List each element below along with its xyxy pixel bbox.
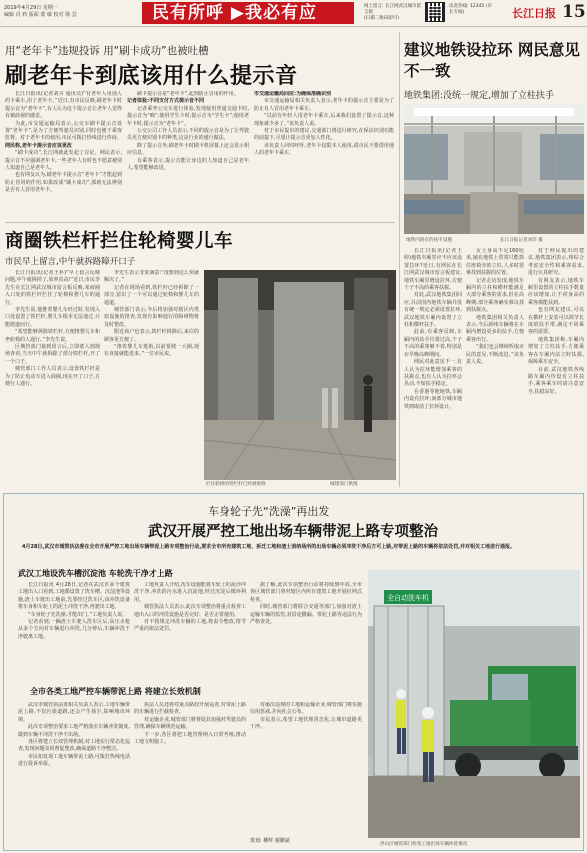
story2-column-1 <box>404 248 462 486</box>
qr-code-icon <box>425 2 445 22</box>
masthead <box>0 0 587 27</box>
section-divider <box>5 222 395 223</box>
paragraph: 各区将建立长效管理机制,对工地实行常态化巡查,发现问题及时督促整改,确保道路干净整洁。 <box>18 739 130 753</box>
paragraph: “我们也会继续听取市民的意见,不断改进。”该负责人说。 <box>466 344 524 366</box>
truck-washing-photo <box>368 570 580 838</box>
paragraph: 对此,武汉地铁集团回应,目前国内地铁车辆并没有统一规定必须设置拉环,武汉地铁车厢内设置了立柱和横杆扶手。 <box>404 292 462 329</box>
story4-subhead-2: 全市各类工地严控车辆带泥上路 将建立长效机制 <box>30 687 201 696</box>
paragraph: 对于市民提出的建议,交通部门将进行研究,在保证识别功能的前提下,尽量让提示音更加人性化。 <box>254 128 394 142</box>
paragraph: 刷卡提示音是“老年卡”,起到防止冒用的作用。 <box>137 91 239 97</box>
story2-column-3 <box>528 248 584 486</box>
paragraph: 武汉市城管执法委相关负责人表示,工地车辆带泥上路,不仅污染道路,还会产生扬尘,影响城市环境。 <box>18 702 130 723</box>
paragraph: 市民如发现工地车辆带泥上路,可拨打热线电话进行投诉举报。 <box>18 753 130 768</box>
paragraph: 李先生表示非常满意:“没想到这么快就解决了。” <box>104 270 199 284</box>
paragraph: 记者乘坐公交车进行体验,发现使用普通交通卡时,提示音为“嘀”;使用学生卡时,提示音为“学生卡”;使用老年卡时,提示音为“老年卡”。 <box>127 105 249 127</box>
date-line <box>4 5 124 19</box>
paragraph: 有乘客表示,提示音能让身边的人知道自己是老年人,希望能够改进。 <box>127 157 249 172</box>
story3-caption-1: 拦住轮椅的铁栏杆已经被拆除 <box>206 482 266 487</box>
subway-photo-graphic <box>404 104 584 234</box>
paragraph: 对于网民提出的建议,地铁集团表示,将综合考虑安全性和乘客需求,进行认真研究。 <box>528 248 584 277</box>
story4-column-c <box>250 582 362 678</box>
paragraph: 附近商户也表示,铁栏杆拆除后,来往的顾客更方便了。 <box>104 329 199 343</box>
paragraph: 长江日报讯 4月28日,记者在武汉市多个建筑工地出入口看到,工地都设置了洗车槽、沉淀池等设施,渣土车驶出工地前,先要经过洗车区,由冲洗设备将车身和车轮上的泥土冲洗干净,再驶出工地。 <box>18 582 130 611</box>
paragraph: 市民表示,希望工地管理常态化,让城市道路更干净。 <box>250 716 362 731</box>
hotline-info <box>449 4 493 16</box>
story4-column-a <box>18 582 130 678</box>
paragraph: 记者在现场看到,铁栏杆已经拆除了一部分,留出了一个可以通过轮椅和婴儿车的通道。 <box>104 284 199 306</box>
paragraph: 据了解,此次专项整治行动将持续到年底,全市各区城管部门将对辖区内所有建筑工地开展拉网式检查。 <box>250 582 362 603</box>
story3-column-1 <box>5 270 100 486</box>
paragraph: 长江日报讯(记者刘卉 通讯员)“有老年人用别人的卡乘车,用了老年卡。”近日,有市民反映,刷老年卡时提示音为“老年卡”,有人认为这个提示音让老年人觉得有被歧视的感觉。 <box>5 91 122 120</box>
paragraph: 也有网友建议,可以在横杆上安装可以调节长度的扶手带,满足不同乘客的需要。 <box>528 307 584 336</box>
story1-subtitle: 用“老年卡”违规投诉 用“刷卡成功”也被吐槽 <box>5 45 209 57</box>
story1-subhead-2: 记者体验:不同支付方式提示音不同 <box>127 98 205 105</box>
story2-title: 建议地铁设拉环 网民意见不一致 <box>404 41 580 80</box>
story4-byline: 策划: 柳辉 谢鹏斌 <box>250 838 290 844</box>
story1-title: 刷老年卡到底该用什么提示音 <box>5 64 298 89</box>
contact-line-2: (扫描二维码即可) <box>364 16 400 21</box>
paragraph: 也有网友认为,刷老年卡提示音“老年卡”才能起到防止冒用的作用,如果改成“刷卡成功”,那就无法辨别是否有人冒用老年卡。 <box>5 172 122 194</box>
paragraph: “以前有年轻人用老年卡乘车,后来我们设置了提示音,这种现象就少多了。”该负责人说。 <box>254 113 394 127</box>
paragraph: “希望能够拆除铁栏杆,方便推婴儿车和坐轮椅的人通行。”李先生说。 <box>5 329 100 343</box>
story2-caption-2: 长江日报记者刘洋 摄 <box>500 238 543 243</box>
paragraph: 下一步,各区将把工地管理纳入日常考核,推动工地文明施工。 <box>134 731 246 746</box>
section-title: 民有所呼 ▶我必有应 <box>142 2 354 24</box>
paragraph: 长江日报讯(记者王婷)地铁车厢里应不应该设置拉环?近日,有网民在长江网武汉城市留言板建议,地铁车厢里增设拉环,方便个子不高的乘客扶握。 <box>404 248 462 292</box>
story3-column-2 <box>104 270 199 486</box>
story1-column-3 <box>254 91 394 219</box>
paragraph: 此前,有乘客反映,车厢内的扶手位置过高,个子不高的乘客够不着,特别是在早晚高峰期间。 <box>404 329 462 358</box>
paragraph: 该负责人同时呼吁,老年卡仅限本人使用,请市民不要借用他人的老年卡乘车。 <box>254 142 394 157</box>
story4-column-f <box>250 702 362 834</box>
paragraph: 地铁集团称,车厢内增加了立柱扶手,方便乘客在车厢内站立时扶握,保障乘车安全。 <box>528 336 584 366</box>
plaza-railing-photo <box>204 270 396 480</box>
story4-photo-caption: 洪山区城管部门检查工地出场车辆冲洗情况 <box>380 842 468 847</box>
paragraph: 李先生说,他推着婴儿车经过时,发现入口处设置了铁栏杆,婴儿车根本无法通过,只能绕道而行。 <box>5 307 100 328</box>
paragraph: 对屡次违规的工地和运输企业,城管部门将实施信用惩戒,并向社会公布。 <box>250 702 362 716</box>
paragraph: 网民对此意见不一,有人认为拉环能增加乘客的扶握点,也有人认为拉环会晃动,不如扶手稳定。 <box>404 359 462 388</box>
story4-title: 武汉开展严控工地出场车辆带泥上路专项整治 <box>148 524 438 540</box>
date-text: 2019年4月29日 星期一 <box>4 5 58 11</box>
wash-station-sign: 全自动洗车机 <box>387 594 429 602</box>
plaza-photo-graphic <box>204 270 396 480</box>
paragraph: 此次专项整治要求工地严格落实车辆冲洗制度,做到车辆不冲洗干净不出场。 <box>18 724 130 738</box>
paragraph: 除了提示音外,刷老年卡时刷卡机屏幕上还会显示相应信息。 <box>127 142 249 157</box>
paragraph: 对不按规定冲洗车辆的工地,将责令整改,情节严重的依法处罚。 <box>134 619 246 633</box>
paragraph: 城管部门工作人员表示,设置铁栏杆是为了防止电动车进入商圈,现在开了口子,方便行人通行。 <box>5 366 100 388</box>
paragraph: 为此,市交通运输局表示,公交车刷卡提示音设置“老年卡”,是为了方便驾驶员识别,同时也便于乘客监督。对于老年卡的使用,市民可拨打热线进行咨询。 <box>5 120 122 142</box>
story3-subtitle: 市民早上留言,中午就拆路障开口子 <box>5 257 136 267</box>
story1-subhead-3: 市交通运输局回应:为确保准确识别 <box>254 91 332 97</box>
paragraph: 执法人员还将对重点路段开展巡查,对带泥上路的车辆进行拦截检查。 <box>134 702 246 716</box>
hotline-text: 读者热线: 12345 (市长专线) <box>449 4 492 15</box>
paragraph: 地铁集团相关负责人表示,今后新线车辆将在车厢内增设更多的扶手,方便乘客出行。 <box>466 314 524 343</box>
story3-title: 商圈铁栏杆拦住轮椅婴儿车 <box>5 231 234 252</box>
story2-column-2 <box>466 248 524 486</box>
paragraph: 目前,武汉地铁各线路车厢内均设有立柱扶手,乘客乘车时请注意安全,扶稳站好。 <box>528 366 584 395</box>
story4-subhead-1: 武汉工地设洗车槽沉淀池 车轮洗干净才上路 <box>18 569 173 578</box>
paragraph: 城管执法人员表示,此次专项整治将重点检查工地出入口的冲洗设施是否完好、是否正常使用。 <box>134 604 246 618</box>
paragraph: 女士身高不足160厘米,她在地铁上常常只能抓住座椅旁的立柱,人多时很难找到扶握的位置。 <box>466 248 524 277</box>
story4-column-b <box>134 582 246 678</box>
page-number: 15 <box>562 2 586 22</box>
story1-column-1 <box>5 91 122 219</box>
paragraph: 对运输企业,城管部门将督促其加强对驾驶员的管理,确保车辆规范运输。 <box>134 716 246 731</box>
paragraph: 在香港等地地铁,车厢内设有拉环;而部分城市地铁则取消了拉环设计。 <box>404 388 462 410</box>
story4-column-d <box>18 702 130 834</box>
story2-subtitle: 地铁集团:没统一规定,增加了立柱扶手 <box>404 91 554 101</box>
story1-column-2 <box>127 91 249 219</box>
story1-subhead-1: 网民称,老年卡提示音应该更改 <box>5 142 72 149</box>
paragraph: 市交通运输局相关负责人表示,老年卡的提示音主要是为了防止有人冒用老年卡乘车。 <box>254 98 394 112</box>
story2-caption-1: 地铁内现有的扶手设施 <box>406 238 452 243</box>
paragraph: 城管部门表示,今后将加强对辖区内类似设施的排查,发现有影响通行的障碍物将及时整改。 <box>104 307 199 328</box>
paragraph: 同时,城管部门将联合交通等部门,加强对渣土运输车辆的监管,对沿途撒漏、带泥上路等违法行为严格查处。 <box>250 604 362 626</box>
paragraph: 公交公司工作人员表示,不同的提示音是为了让驾驶员更方便识别卡的种类,这是行业的通行做法。 <box>127 128 249 142</box>
paragraph: 有网友表示,地铁车厢里设置的立柱扶手数量应该增加,让不同身高的乘客都能扶到。 <box>528 277 584 306</box>
truck-photo-graphic <box>368 570 580 838</box>
story4-kicker: 车身轮子先“洗澡”再出发 <box>208 505 330 518</box>
contact-line-1: 网上留言: 长江网武汉城市留言板 <box>364 4 421 15</box>
column-divider <box>399 32 400 487</box>
newspaper-logo: 长江日报 <box>512 7 556 20</box>
paragraph: 记者看到,一辆渣土车驶入洗车区后,高压水枪从多个方向对车辆进行冲洗,几分钟后,车辆冲洗干净驶离工地。 <box>18 619 130 640</box>
paragraph: “刷卡成功”,长江网就此发起了讨论。网民表示,提示音不应强调老年卡,一些老年人有时也不愿意被别人知道自己是老年人。 <box>5 150 122 172</box>
story4-column-e <box>134 702 246 834</box>
story3-caption-2: 城建部门供图 <box>330 482 358 487</box>
paragraph: 记者走访发现,地铁车厢内的立柱和横杆能满足大部分乘客的需求,但在高峰期,部分乘客确实难以找到扶握点。 <box>466 277 524 314</box>
editor-credits: 编辑 肖 莉 版面 蒙 敏 校对 徐 芸 <box>4 12 77 18</box>
paragraph: “推着婴儿车逛街,以前要绕一大圈,现在直接就能进来。”一位市民说。 <box>104 344 199 358</box>
paragraph: 工地负责人介绍,洗车设施能将车轮上的泥沙冲洗干净,冲洗的污水进入沉淀池,经过沉淀后循环利用。 <box>134 582 246 603</box>
paragraph: 区城管部门接到留言后,立即派人到现场查看,当天中午就拆除了部分铁栏杆,开了一个口子。 <box>5 344 100 365</box>
paragraph: 长江日报讯(记者王朴)“早上留言反映问题,中午就拆掉了,效率真高!”近日,市民李先生在长江网武汉城市留言板反映,某商圈入口处的铁栏杆拦住了轮椅和婴儿车的通行。 <box>5 270 100 306</box>
subway-interior-photo <box>404 104 584 234</box>
story4-lead: 4月28日,武汉市城管执法委在全市开展严控工地出场车辆带泥上路专项整治行动,要求全市所有建筑工地、拆迁工地和渣土消纳场所的出场车辆必须冲洗干净后方可上路,对带泥上路的车辆将依法处罚,并对相关工地进行通报。 <box>22 544 516 550</box>
paragraph: “车身轮子先洗澡,才能出门。”工地负责人说。 <box>28 611 128 618</box>
contact-info <box>364 4 424 22</box>
